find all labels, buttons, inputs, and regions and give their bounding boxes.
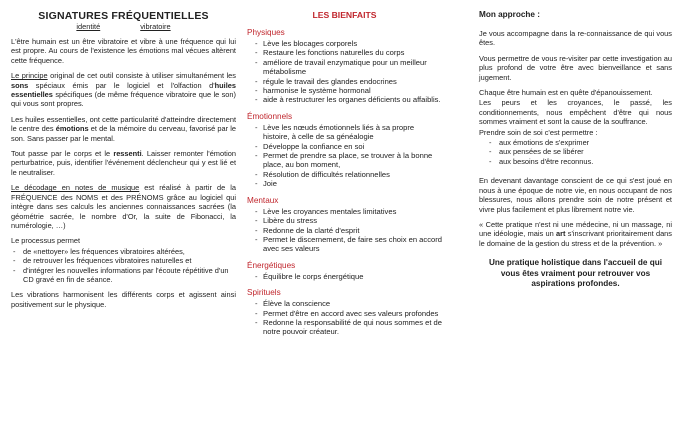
list-item: - régule le travail des glandes endocrines — [255, 77, 442, 86]
list-item: - Lève les blocages corporels — [255, 39, 442, 48]
title-bienfaits: LES BIENFAITS — [312, 10, 377, 20]
para-accompagne: Je vous accompagne dans la re-connaissance de qui vous êtes. — [479, 29, 672, 48]
section-energetiques: Énergétiques — [247, 260, 296, 270]
subtitle-row — [11, 22, 236, 31]
list-mentaux — [247, 207, 442, 254]
list-item: - Élève la conscience — [255, 299, 442, 308]
list-item: - Permet d'être en accord avec ses valeurs profondes — [255, 309, 442, 318]
column-bienfaits — [247, 6, 442, 337]
list-permettre — [489, 138, 672, 166]
list-item: - Restaure les fonctions naturelles du corps — [255, 48, 442, 57]
list-item: - améliore de travail enzymatique pour un meilleur métabolisme — [255, 58, 442, 77]
para-ressenti: Tout passe par le corps et le ressenti. Laisser remonter l'émotion perturbatrice, puis, identifier l'événement déclencheur qui y est lié et le neutraliser. — [11, 149, 236, 177]
list-item: - Développe la confiance en soi — [255, 142, 442, 151]
para-processus: Le processus permet — [11, 236, 81, 246]
list-item: - de retrouver les fréquences vibratoires naturelles et — [11, 256, 236, 265]
list-item: - harmonise le système hormonal — [255, 86, 442, 95]
list-spirituels — [247, 299, 442, 337]
column-signatures — [11, 6, 236, 315]
title-signatures: SIGNATURES FRÉQUENTIELLES — [38, 10, 209, 22]
list-processus — [11, 247, 236, 285]
list-item: - aux émotions de s'exprimer — [489, 138, 672, 147]
list-item: - Lève les nœuds émotionnels liés à sa propre histoire, à celle de sa généalogie — [255, 123, 442, 142]
subtitle-identite: identité — [76, 22, 101, 31]
para-intro: L'être humain est un être vibratoire et vibre à une fréquence qui lui est propre. Au cours de l'existence les émotions mal vécues altèrent cette fréquence. — [11, 37, 236, 65]
list-physiques — [247, 39, 442, 105]
section-physiques: Physiques — [247, 28, 285, 37]
list-item: - Joie — [255, 179, 442, 188]
para-prendre-soin: Prendre soin de soi c'est permettre : — [479, 127, 598, 137]
section-mentaux: Mentaux — [247, 195, 279, 205]
list-energetiques — [247, 272, 442, 281]
list-item: - d'intégrer les nouvelles informations par l'écoute répétitive d'un CD gravé en fin de séance. — [11, 266, 236, 285]
para-quete: Chaque être humain est en quête d'épanouissement. — [479, 88, 653, 98]
list-item: - Libère du stress — [255, 216, 442, 225]
subtitle-vibratoire: vibratoire — [140, 22, 171, 31]
title-approche: Mon approche : — [479, 10, 540, 19]
section-spirituels: Spirituels — [247, 288, 281, 298]
closing-statement: Une pratique holistique dans l'accueil de qui vous êtes vraiment pour retrouver vos aspirations profondes. — [488, 258, 662, 288]
para-pratique: « Cette pratique n'est ni une médecine, ni un massage, ni une idéologie, mais un art s'inscrivant prioritairement dans le domaine de la gestion du stress et de la prévention. » — [479, 219, 672, 248]
para-principe: Le principe original de cet outil consiste à utiliser simultanément les sons spéciaux émis par le logiciel et l'olfaction d'huiles essentielles spécifiques (de même fréquence vibratoire que le son) qui vous sont propres. — [11, 71, 236, 109]
para-peurs: Les peurs et les croyances, le passé, les conditionnements, nous empêchent d'être qui nous sommes vraiment et sont la cause de la souffrance. — [479, 98, 672, 127]
list-item: - Équilibre le corps énergétique — [255, 272, 442, 281]
para-huiles: Les huiles essentielles, ont cette particularité d'atteindre directement le centre des émotions et de la mémoire du cerveau, favorisé par le son. Sans passer par le mental. — [11, 114, 236, 143]
para-vibrations: Les vibrations harmonisent les différents corps et agissent ainsi positivement sur le physique. — [11, 290, 236, 309]
list-item: - Permet le discernement, de faire ses choix en accord avec ses valeurs — [255, 235, 442, 254]
list-emotionnels — [247, 123, 442, 189]
list-item: - aux besoins d'être reconnus. — [489, 157, 672, 166]
list-item: - aux pensées de se libérer — [489, 147, 672, 156]
para-decodage: Le décodage en notes de musique est réalisé à partir de la FRÉQUENCE des NOMS et des PRÉNOMS grâce au logiciel qui intègre dans ses calculs les anciennes connaissances sacrées (la géométrie sacrée, le nombre d'Or, la suite de Fibonacci, la numérologie, …) — [11, 183, 236, 230]
para-revisiter: Vous permettre de vous re-visiter par cette investigation au plus profond de votre être avec bienveillance et sans jugement. — [479, 53, 672, 82]
list-item: - Résolution de difficultés relationnelles — [255, 170, 442, 179]
column-approche — [479, 6, 672, 289]
list-item: - Lève les croyances mentales limitatives — [255, 207, 442, 216]
para-conscient: En devenant davantage conscient de ce qui s'est joué en nous à une époque de notre vie, en nous occupant de nos blessures, nous allons prendre soin de notre présent et vivre plus facilement et plus librement notre vie. — [479, 176, 672, 214]
list-item: - Permet de prendre sa place, se trouver à la bonne place, au bon moment, — [255, 151, 442, 170]
list-item: - aide à restructurer les organes déficients ou affaiblis. — [255, 95, 442, 104]
list-item: - Redonne de la clarté d'esprit — [255, 226, 442, 235]
list-item: - Redonne la responsabilité de qui nous sommes et de notre pouvoir créateur. — [255, 318, 442, 337]
list-item: - de «nettoyer» les fréquences vibratoires altérées, — [11, 247, 236, 256]
section-emotionnels: Émotionnels — [247, 111, 293, 121]
